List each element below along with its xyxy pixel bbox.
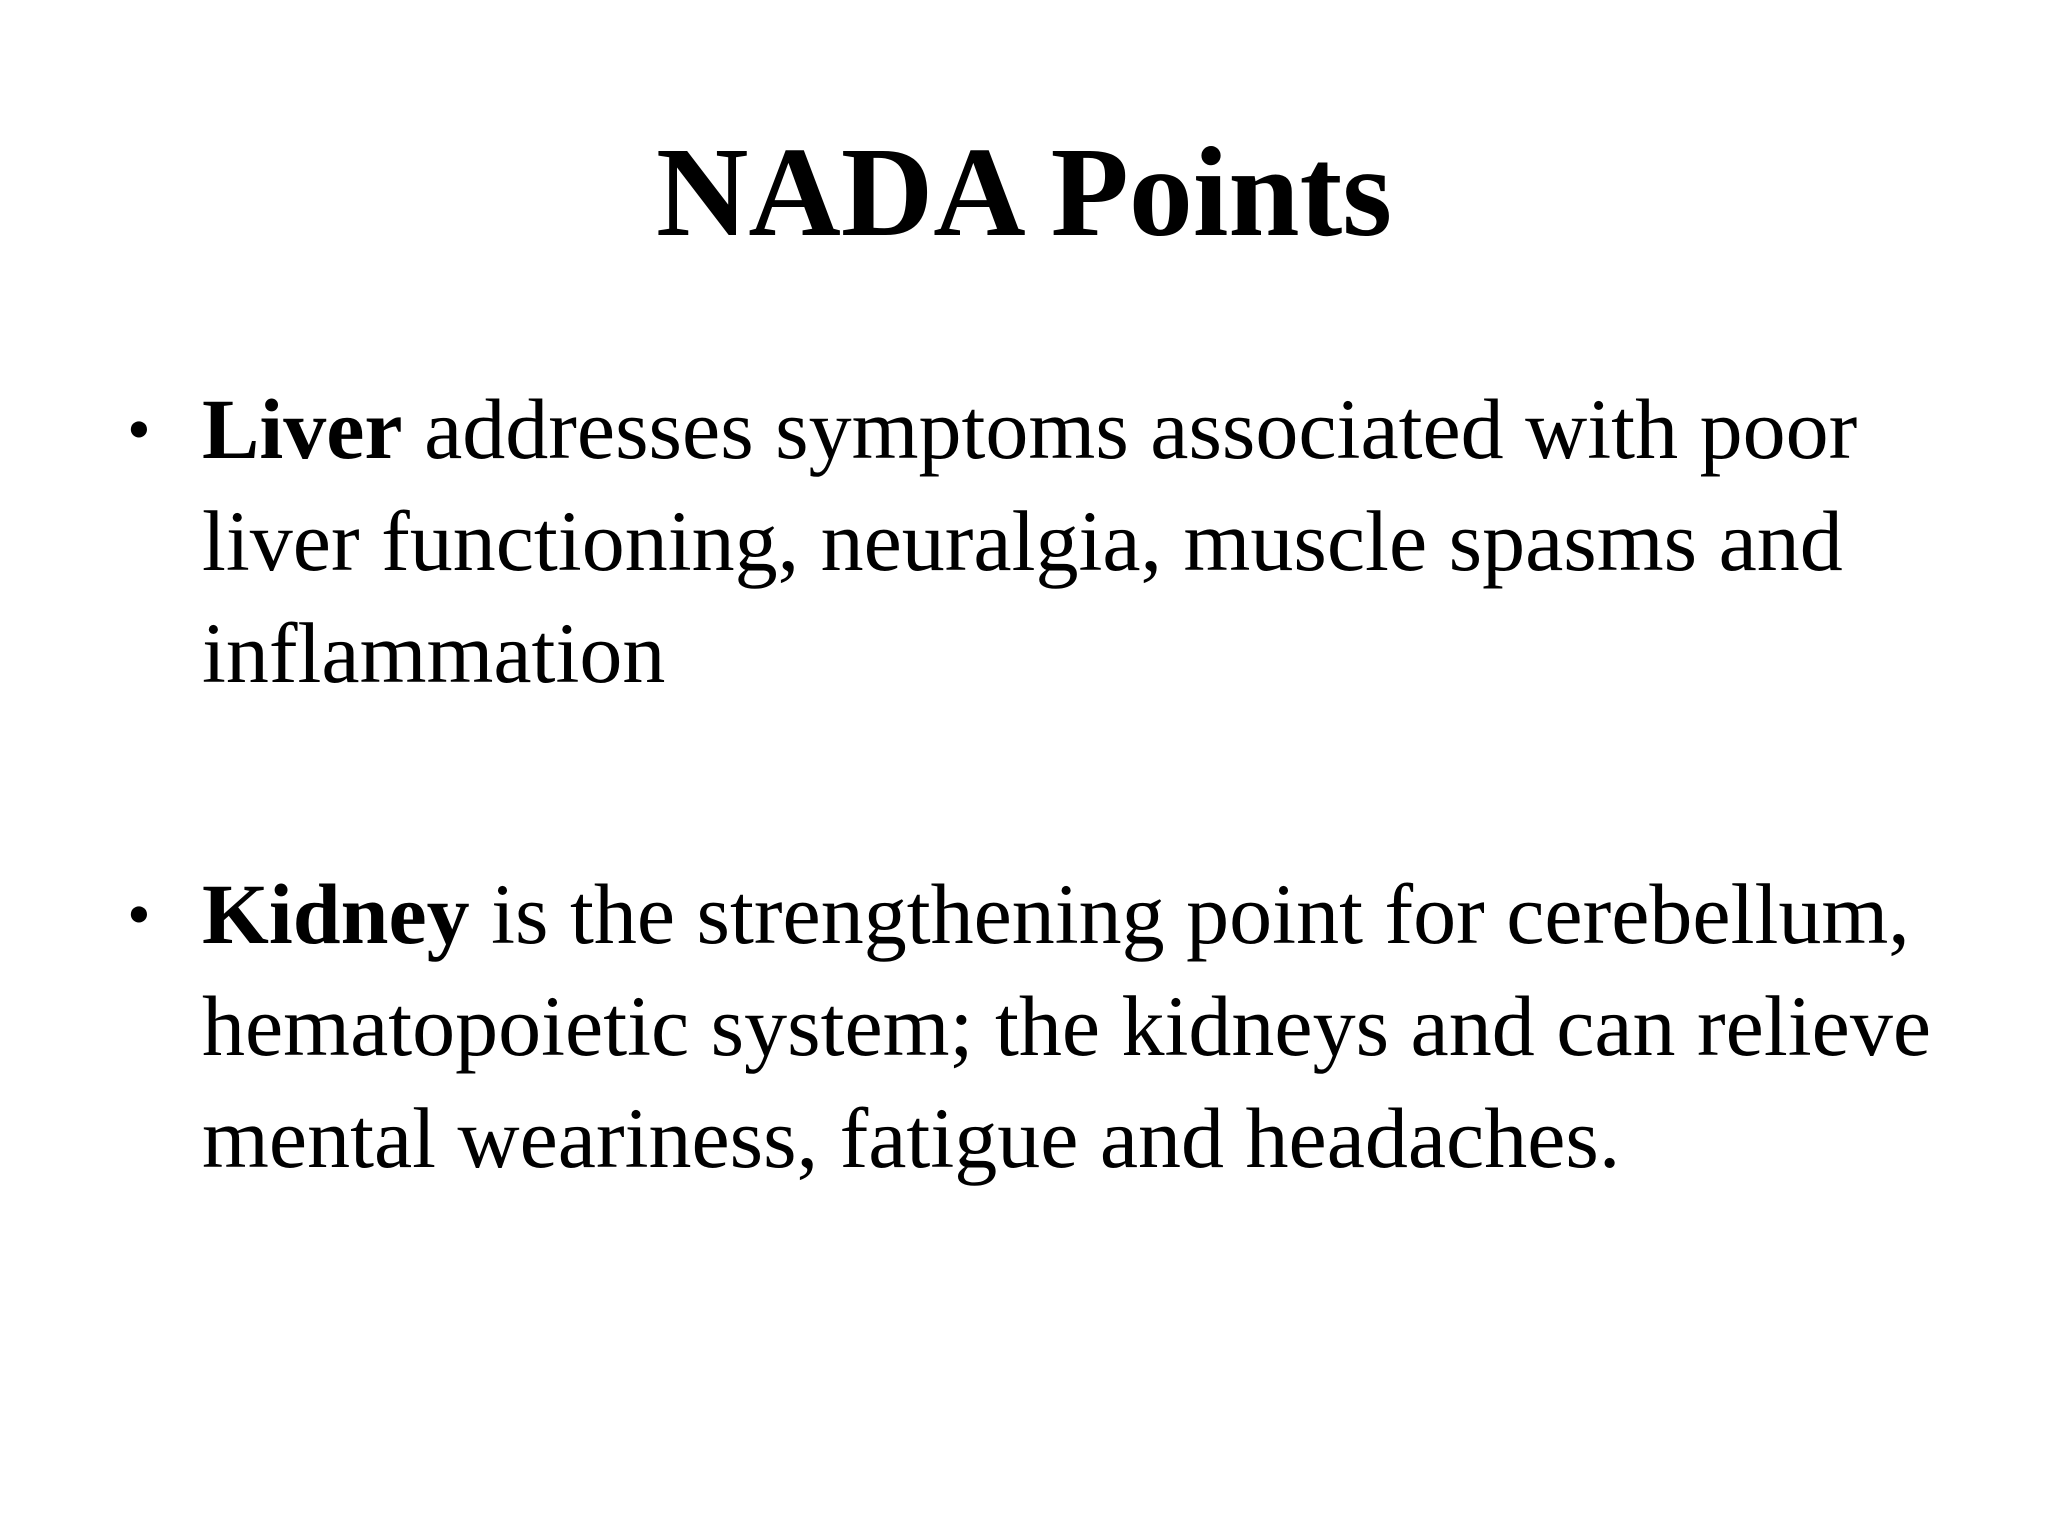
bullet-text-kidney: is the strengthening point for cerebellum, hematopoietic system; the kidneys and can relieve mental weariness, fatigue and headaches. — [202, 866, 1931, 1186]
bullet-item-liver — [127, 373, 1962, 709]
slide-title: NADA Points — [655, 121, 1393, 263]
bullet-dot-icon: • — [127, 876, 151, 952]
bullet-dot-icon: • — [127, 391, 151, 467]
bullet-text-liver: addresses symptoms associated with poor liver functioning, neuralgia, muscle spasms and inflammation — [202, 381, 1858, 701]
bullet-term-liver: Liver — [202, 381, 403, 477]
bullet-item-kidney — [127, 858, 1962, 1194]
bullet-term-kidney: Kidney — [202, 866, 470, 962]
